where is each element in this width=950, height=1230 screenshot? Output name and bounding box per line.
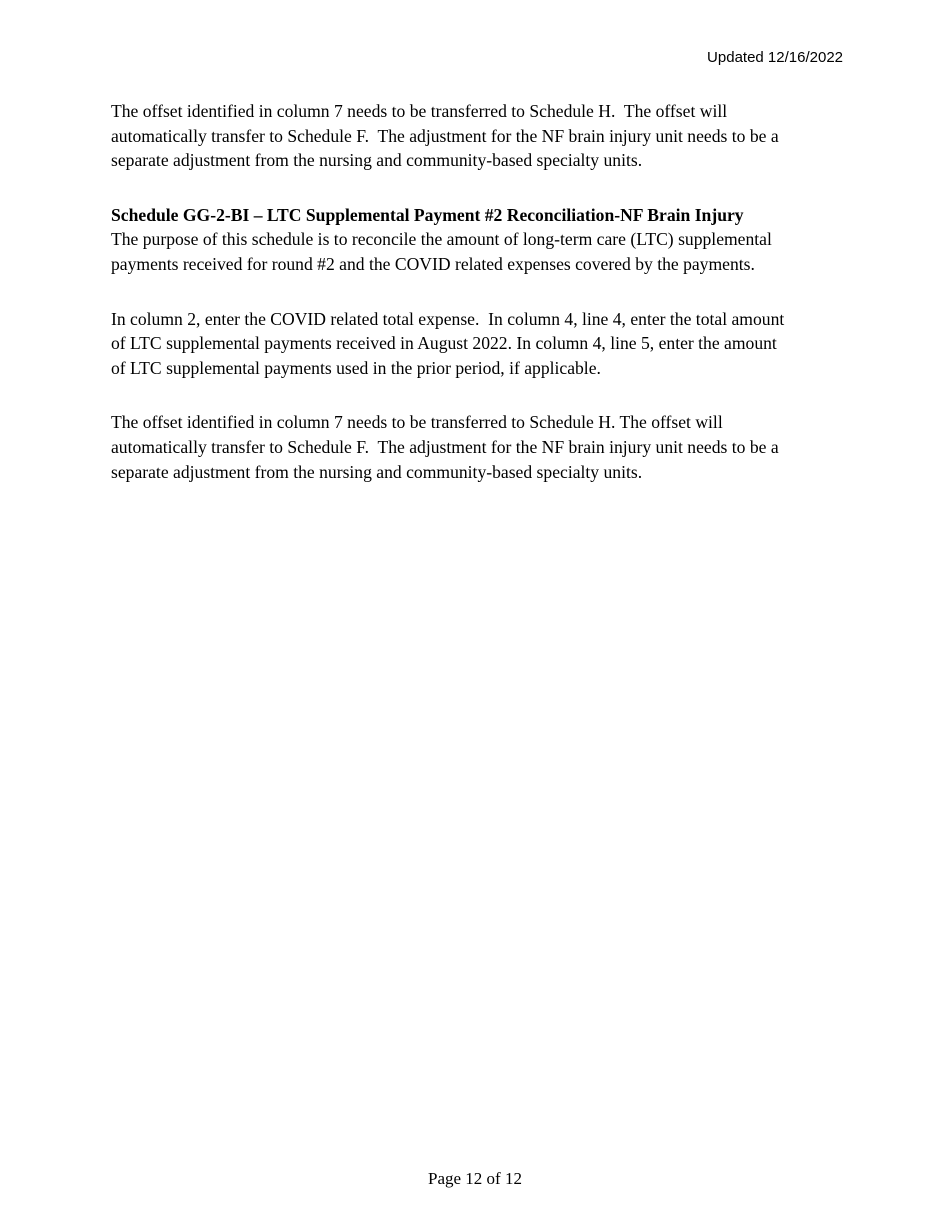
section-heading <box>111 203 851 228</box>
paragraph-line: The offset identified in column 7 needs to be transferred to Schedule H. The offset will <box>111 412 723 433</box>
paragraph-line: of LTC supplemental payments used in the prior period, if applicable. <box>111 357 601 378</box>
paragraph-line: payments received for round #2 and the COVID related expenses covered by the payments. <box>111 253 755 274</box>
paragraph-line: The purpose of this schedule is to reconcile the amount of long-term care (LTC) supplemental <box>111 229 772 250</box>
paragraph-line: automatically transfer to Schedule F. The adjustment for the NF brain injury unit needs to be a <box>111 125 779 146</box>
section-heading-text: Schedule GG-2-BI – LTC Supplemental Payment #2 Reconciliation-NF Brain Injury <box>111 204 744 225</box>
paragraph-line: separate adjustment from the nursing and community-based specialty units. <box>111 150 643 171</box>
document-body <box>111 99 851 484</box>
purpose-paragraph <box>111 227 851 276</box>
instructions-paragraph <box>111 307 851 381</box>
paragraph-line: automatically transfer to Schedule F. The adjustment for the NF brain injury unit needs to be a <box>111 436 779 457</box>
paragraph-line: separate adjustment from the nursing and community-based specialty units. <box>111 461 643 482</box>
paragraph-line: of LTC supplemental payments received in August 2022. In column 4, line 5, enter the amount <box>111 333 777 354</box>
offset-paragraph <box>111 410 851 484</box>
paragraph-line: In column 2, enter the COVID related total expense. In column 4, line 4, enter the total amount <box>111 308 785 329</box>
paragraph-line: The offset identified in column 7 needs to be transferred to Schedule H. The offset will <box>111 101 728 121</box>
page-number: Page 12 of 12 <box>428 1169 522 1188</box>
intro-paragraph <box>111 99 851 173</box>
updated-date: Updated 12/16/2022 <box>707 49 843 66</box>
